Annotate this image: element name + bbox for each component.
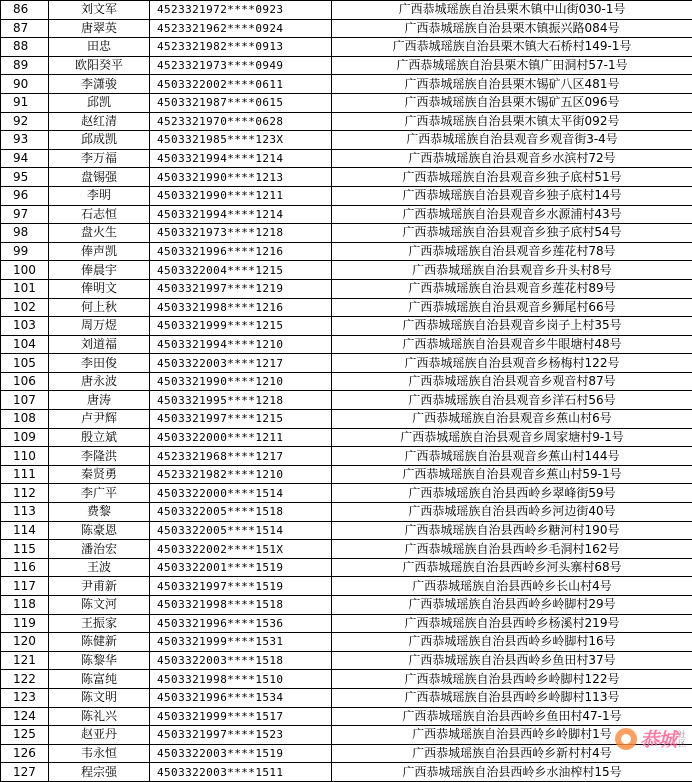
- row-number: 121: [1, 651, 49, 670]
- table-row: [1, 447, 692, 466]
- id-number: 4503321999****1517: [150, 707, 332, 726]
- table-row: [1, 242, 692, 261]
- table-row: [1, 596, 692, 615]
- person-name: 李潇骏: [49, 75, 150, 94]
- table-row: [1, 558, 692, 577]
- person-name: 尹甫新: [49, 577, 150, 596]
- person-name: 潘治宏: [49, 540, 150, 559]
- address: 广西恭城瑶族自治县西岭乡鱼田村37号: [332, 651, 692, 670]
- table-row: [1, 410, 692, 429]
- address: 广西恭城瑶族自治县观音乡升头村8号: [332, 261, 692, 280]
- person-name: 何上秋: [49, 298, 150, 317]
- id-number: 4523321962****0924: [150, 19, 332, 38]
- person-name: 韦永恒: [49, 744, 150, 763]
- address: 广西恭城瑶族自治县观音乡独子底村51号: [332, 168, 692, 187]
- id-number: 4503322003****1519: [150, 744, 332, 763]
- table-row: [1, 131, 692, 150]
- address: 广西恭城瑶族自治县西岭乡新村村4号: [332, 744, 692, 763]
- address: 广西恭城瑶族自治县观音乡洋石村56号: [332, 391, 692, 410]
- address: 广西恭城瑶族自治县栗木镇中山街030-1号: [332, 1, 692, 20]
- address: 广西恭城瑶族自治县观音乡杨梅村122号: [332, 354, 692, 373]
- address: 广西恭城瑶族自治县栗木镇大石桥村149-1号: [332, 38, 692, 57]
- table-row: [1, 317, 692, 336]
- person-name: 唐永波: [49, 372, 150, 391]
- table-row: [1, 279, 692, 298]
- person-name: 田忠: [49, 38, 150, 57]
- person-name: 刘道福: [49, 335, 150, 354]
- address: 广西恭城瑶族自治县西岭乡岭脚村1号: [332, 726, 692, 745]
- id-number: 4503321994****1214: [150, 149, 332, 168]
- person-name: 赵红清: [49, 112, 150, 131]
- table-row: [1, 1, 692, 20]
- id-number: 4503321987****0615: [150, 93, 332, 112]
- person-name: 李万福: [49, 149, 150, 168]
- row-number: 91: [1, 93, 49, 112]
- person-name: 陈黎华: [49, 651, 150, 670]
- table-row: [1, 521, 692, 540]
- id-number: 4523321982****0913: [150, 38, 332, 57]
- address: 广西恭城瑶族自治县观音乡蕉山村6号: [332, 410, 692, 429]
- row-number: 96: [1, 186, 49, 205]
- id-number: 4503321997****1219: [150, 279, 332, 298]
- person-name: 李广平: [49, 484, 150, 503]
- person-name: 唐翠英: [49, 19, 150, 38]
- person-name: 卢尹辉: [49, 410, 150, 429]
- person-name: 李隆洪: [49, 447, 150, 466]
- address: 广西恭城瑶族自治县观音乡水滨村72号: [332, 149, 692, 168]
- person-name: 王波: [49, 558, 150, 577]
- row-number: 122: [1, 670, 49, 689]
- person-name: 刘文军: [49, 1, 150, 20]
- person-name: 李明: [49, 186, 150, 205]
- row-number: 126: [1, 744, 49, 763]
- person-name: 陈豪恩: [49, 521, 150, 540]
- person-name: 赵亚丹: [49, 726, 150, 745]
- address: 广西恭城瑶族自治县观音乡莲花村89号: [332, 279, 692, 298]
- row-number: 100: [1, 261, 49, 280]
- row-number: 103: [1, 317, 49, 336]
- table-row: [1, 614, 692, 633]
- table-row: [1, 577, 692, 596]
- table-row: [1, 112, 692, 131]
- address: 广西恭城瑶族自治县栗木镇振兴路084号: [332, 19, 692, 38]
- table-row: [1, 186, 692, 205]
- table-row: [1, 75, 692, 94]
- row-number: 110: [1, 447, 49, 466]
- row-number: 102: [1, 298, 49, 317]
- row-number: 87: [1, 19, 49, 38]
- table-row: [1, 224, 692, 243]
- id-number: 4503322003****1518: [150, 651, 332, 670]
- address: 广西恭城瑶族自治县西岭乡岭脚村16号: [332, 633, 692, 652]
- row-number: 107: [1, 391, 49, 410]
- id-number: 4503322003****1511: [150, 763, 332, 782]
- row-number: 95: [1, 168, 49, 187]
- id-number: 4503322000****1514: [150, 484, 332, 503]
- address: 广西恭城瑶族自治县观音乡莲花村78号: [332, 242, 692, 261]
- address: 广西恭城瑶族自治县观音乡蕉山村144号: [332, 447, 692, 466]
- address: 广西恭城瑶族自治县西岭乡杨溪村219号: [332, 614, 692, 633]
- address: 广西恭城瑶族自治县西岭乡鱼田村47-1号: [332, 707, 692, 726]
- person-name: 王振家: [49, 614, 150, 633]
- address: 广西恭城瑶族自治县观音乡蕉山村59-1号: [332, 465, 692, 484]
- id-number: 4523321982****1210: [150, 465, 332, 484]
- table-row: [1, 149, 692, 168]
- address: 广西恭城瑶族自治县观音乡牛眼塘村48号: [332, 335, 692, 354]
- table-row: [1, 744, 692, 763]
- id-number: 4503321996****1216: [150, 242, 332, 261]
- person-name: 周万煜: [49, 317, 150, 336]
- address: 广西恭城瑶族自治县西岭乡水油榨村15号: [332, 763, 692, 782]
- id-number: 4503321998****1518: [150, 596, 332, 615]
- row-number: 88: [1, 38, 49, 57]
- person-name: 陈富纯: [49, 670, 150, 689]
- id-number: 4503321997****1215: [150, 410, 332, 429]
- row-number: 120: [1, 633, 49, 652]
- table-row: [1, 19, 692, 38]
- row-number: 92: [1, 112, 49, 131]
- table-row: [1, 372, 692, 391]
- person-name: 陈文明: [49, 688, 150, 707]
- row-number: 94: [1, 149, 49, 168]
- person-name: 盘锡强: [49, 168, 150, 187]
- address: 广西恭城瑶族自治县西岭乡糖河村190号: [332, 521, 692, 540]
- row-number: 105: [1, 354, 49, 373]
- table-row: [1, 298, 692, 317]
- id-number: 4503322002****0611: [150, 75, 332, 94]
- id-number: 4523321973****0949: [150, 56, 332, 75]
- table-row: [1, 168, 692, 187]
- id-number: 4503321990****1213: [150, 168, 332, 187]
- address: 广西恭城瑶族自治县西岭乡岭脚村113号: [332, 688, 692, 707]
- id-number: 4503321997****1519: [150, 577, 332, 596]
- person-name: 殷立斌: [49, 428, 150, 447]
- person-name: 欧阳癸平: [49, 56, 150, 75]
- id-number: 4503321996****1536: [150, 614, 332, 633]
- row-number: 124: [1, 707, 49, 726]
- person-name: 陈礼兴: [49, 707, 150, 726]
- table-row: [1, 707, 692, 726]
- table-row: [1, 335, 692, 354]
- person-name: 邱凯: [49, 93, 150, 112]
- row-number: 123: [1, 688, 49, 707]
- id-number: 4503321973****1218: [150, 224, 332, 243]
- row-number: 113: [1, 503, 49, 522]
- address: 广西恭城瑶族自治县西岭乡河头寨村68号: [332, 558, 692, 577]
- id-number: 4503321994****1210: [150, 335, 332, 354]
- id-number: 4503322000****1211: [150, 428, 332, 447]
- person-name: 李田俊: [49, 354, 150, 373]
- watermark-tagline: 社 区: [678, 730, 686, 748]
- address: 广西恭城瑶族自治县观音乡独子底村14号: [332, 186, 692, 205]
- address: 广西恭城瑶族自治县西岭乡河边街40号: [332, 503, 692, 522]
- table-row: [1, 651, 692, 670]
- id-number: 4523321968****1217: [150, 447, 332, 466]
- address: 广西恭城瑶族自治县观音乡观音村87号: [332, 372, 692, 391]
- table-row: [1, 688, 692, 707]
- row-number: 114: [1, 521, 49, 540]
- table-row: [1, 763, 692, 782]
- id-number: 4503322002****151X: [150, 540, 332, 559]
- row-number: 112: [1, 484, 49, 503]
- id-number: 4503321998****1216: [150, 298, 332, 317]
- id-number: 4503321990****1210: [150, 372, 332, 391]
- row-number: 127: [1, 763, 49, 782]
- id-number: 4503322005****1514: [150, 521, 332, 540]
- table-row: [1, 391, 692, 410]
- id-number: 4503322005****1518: [150, 503, 332, 522]
- row-number: 125: [1, 726, 49, 745]
- id-number: 4503321985****123X: [150, 131, 332, 150]
- row-number: 116: [1, 558, 49, 577]
- table-row: [1, 354, 692, 373]
- address: 广西恭城瑶族自治县观音乡水源浦村43号: [332, 205, 692, 224]
- address: 广西恭城瑶族自治县西岭乡岭脚村122号: [332, 670, 692, 689]
- person-name: 秦贤勇: [49, 465, 150, 484]
- row-number: 98: [1, 224, 49, 243]
- row-number: 115: [1, 540, 49, 559]
- table-row: [1, 205, 692, 224]
- person-name: 陈健新: [49, 633, 150, 652]
- table-row: [1, 484, 692, 503]
- table-row: [1, 93, 692, 112]
- watermark-brand: 恭城: [640, 725, 676, 752]
- row-number: 118: [1, 596, 49, 615]
- person-name: 盘火生: [49, 224, 150, 243]
- table-row: [1, 38, 692, 57]
- id-number: 4503321999****1215: [150, 317, 332, 336]
- row-number: 99: [1, 242, 49, 261]
- person-name: 唐涛: [49, 391, 150, 410]
- person-name: 程宗强: [49, 763, 150, 782]
- roster-body: [1, 1, 692, 782]
- table-row: [1, 670, 692, 689]
- id-number: 4503322003****1217: [150, 354, 332, 373]
- person-name: 石志恒: [49, 205, 150, 224]
- id-number: 4503321995****1218: [150, 391, 332, 410]
- person-name: 陈文河: [49, 596, 150, 615]
- address: 广西恭城瑶族自治县观音乡狮尾村66号: [332, 298, 692, 317]
- id-number: 4503321990****1211: [150, 186, 332, 205]
- person-name: 俸声凯: [49, 242, 150, 261]
- row-number: 108: [1, 410, 49, 429]
- row-number: 90: [1, 75, 49, 94]
- address: 广西恭城瑶族自治县西岭乡翠峰街59号: [332, 484, 692, 503]
- address: 广西恭城瑶族自治县栗木锡矿八区481号: [332, 75, 692, 94]
- table-row: [1, 56, 692, 75]
- id-number: 4523321972****0923: [150, 1, 332, 20]
- address: 广西恭城瑶族自治县西岭乡毛洞村162号: [332, 540, 692, 559]
- table-row: [1, 465, 692, 484]
- address: 广西恭城瑶族自治县西岭乡长山村4号: [332, 577, 692, 596]
- row-number: 89: [1, 56, 49, 75]
- id-number: 4523321970****0628: [150, 112, 332, 131]
- id-number: 4503321996****1534: [150, 688, 332, 707]
- row-number: 117: [1, 577, 49, 596]
- row-number: 101: [1, 279, 49, 298]
- person-name: 俸明文: [49, 279, 150, 298]
- row-number: 93: [1, 131, 49, 150]
- row-number: 86: [1, 1, 49, 20]
- row-number: 119: [1, 614, 49, 633]
- id-number: 4503321994****1214: [150, 205, 332, 224]
- row-number: 111: [1, 465, 49, 484]
- row-number: 106: [1, 372, 49, 391]
- address: 广西恭城瑶族自治县西岭乡岭脚村29号: [332, 596, 692, 615]
- row-number: 97: [1, 205, 49, 224]
- table-row: [1, 633, 692, 652]
- address: 广西恭城瑶族自治县栗木锡矿五区096号: [332, 93, 692, 112]
- table-row: [1, 503, 692, 522]
- person-name: 费黎: [49, 503, 150, 522]
- row-number: 104: [1, 335, 49, 354]
- table-row: [1, 261, 692, 280]
- table-row: [1, 428, 692, 447]
- id-number: 4503322004****1215: [150, 261, 332, 280]
- address: 广西恭城瑶族自治县栗木镇太平街092号: [332, 112, 692, 131]
- id-number: 4503321998****1510: [150, 670, 332, 689]
- id-number: 4503322001****1519: [150, 558, 332, 577]
- address: 广西恭城瑶族自治县观音乡岗子上村35号: [332, 317, 692, 336]
- id-number: 4503321997****1523: [150, 726, 332, 745]
- row-number: 109: [1, 428, 49, 447]
- person-name: 俸晨宇: [49, 261, 150, 280]
- address: 广西恭城瑶族自治县观音乡周家塘村9-1号: [332, 428, 692, 447]
- id-number: 4503321999****1531: [150, 633, 332, 652]
- table-row: [1, 726, 692, 745]
- person-name: 邱成凯: [49, 131, 150, 150]
- address: 广西恭城瑶族自治县观音乡观音街3-4号: [332, 131, 692, 150]
- address: 广西恭城瑶族自治县栗木镇广田洞村57-1号: [332, 56, 692, 75]
- address: 广西恭城瑶族自治县观音乡独子底村54号: [332, 224, 692, 243]
- table-row: [1, 540, 692, 559]
